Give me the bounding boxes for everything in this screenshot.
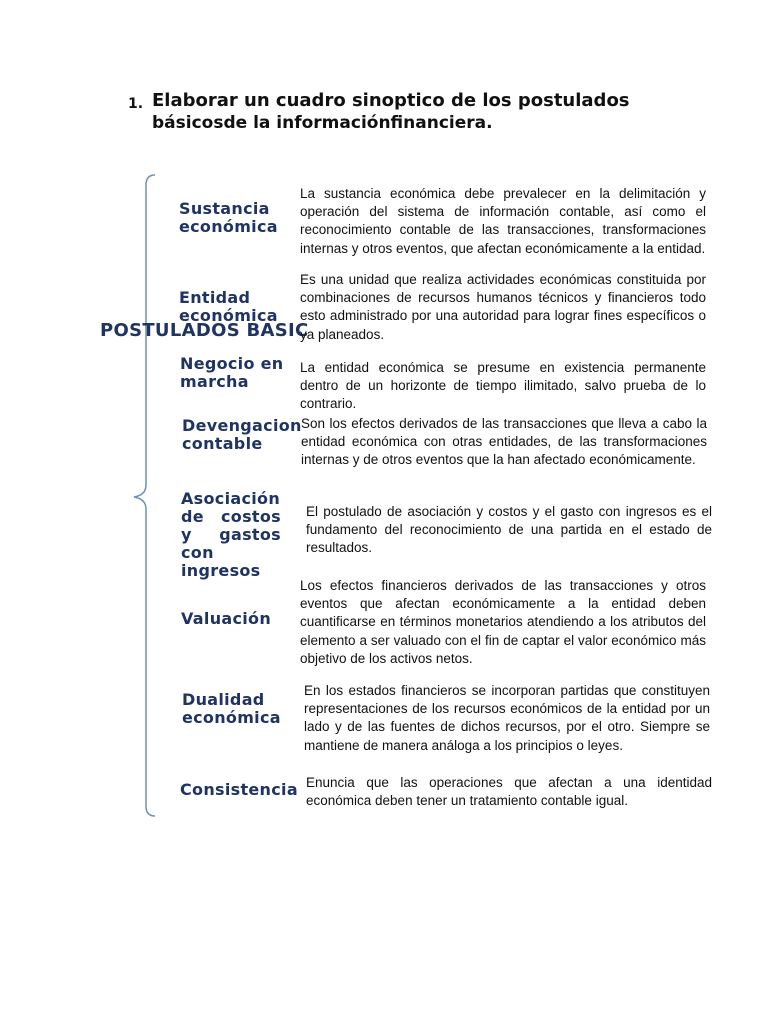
desc-devengacion-contable: Son los efectos derivados de las transacciones que lleva a cabo la entidad económica con otras entidades, de las transformaciones internas y de otros eventos que la han afectado económicamente. <box>301 416 707 468</box>
desc-valuacion: Los efectos financieros derivados de las transacciones y otros eventos que afectan económicamente a la entidad deben cuantificarse en términos monetarios atendiendo a los atributos del elemento a ser valuado con el fin de captar el valor económico más objetivo de los activos netos. <box>300 578 706 666</box>
term-entidad-economica: Entidad económica <box>179 288 278 325</box>
desc-dualidad-economica: En los estados financieros se incorporan partidas que constituyen representaciones de los recursos económicos de la entidad por un lado y de las fuentes de dichos recursos, por el otro. Siempre se mantiene de manera análoga a los principios o leyes. <box>304 683 710 753</box>
heading-number: 1. <box>128 96 144 112</box>
heading-line-2: básicosde la informaciónfinanciera. <box>152 113 493 133</box>
term-negocio-en-marcha: Negocio en marcha <box>180 354 284 391</box>
page-heading <box>128 90 648 134</box>
term-sustancia-economica: Sustancia económica <box>179 199 278 236</box>
heading-line-1: Elaborar un cuadro sinoptico de los postulados <box>152 90 630 111</box>
main-label: POSTULADOS BASIC <box>100 320 309 341</box>
term-asociacion-costos: Asociación de costos y gastos con ingresos <box>181 489 281 580</box>
term-valuacion: Valuación <box>181 609 272 628</box>
desc-asociacion-costos: El postulado de asociación y costos y el gasto con ingresos es el fundamento del reconocimiento de una partida en el estado de resultados. <box>306 504 712 556</box>
term-dualidad-economica: Dualidad económica <box>182 690 281 727</box>
term-consistencia: Consistencia <box>180 780 298 799</box>
curly-brace <box>128 170 168 820</box>
desc-entidad-economica: Es una unidad que realiza actividades económicas constituida por combinaciones de recursos humanos técnicos y financieros todo esto administrado por una autoridad para lograr fines específicos o ya planeados. <box>300 272 706 342</box>
desc-sustancia-economica: La sustancia económica debe prevalecer en la delimitación y operación del sistema de información contable, así como el reconocimiento contable de las transacciones, transformaciones internas y otros eventos, que afectan económicamente a la entidad. <box>300 186 706 256</box>
term-devengacion-contable: Devengacion contable <box>182 416 302 453</box>
desc-consistencia: Enuncia que las operaciones que afectan a una identidad económica deben tener un tratamiento contable igual. <box>306 775 712 809</box>
brace-path <box>134 175 155 816</box>
desc-negocio-en-marcha: La entidad económica se presume en existencia permanente dentro de un horizonte de tiempo ilimitado, salvo prueba de lo contrario. <box>300 360 706 412</box>
